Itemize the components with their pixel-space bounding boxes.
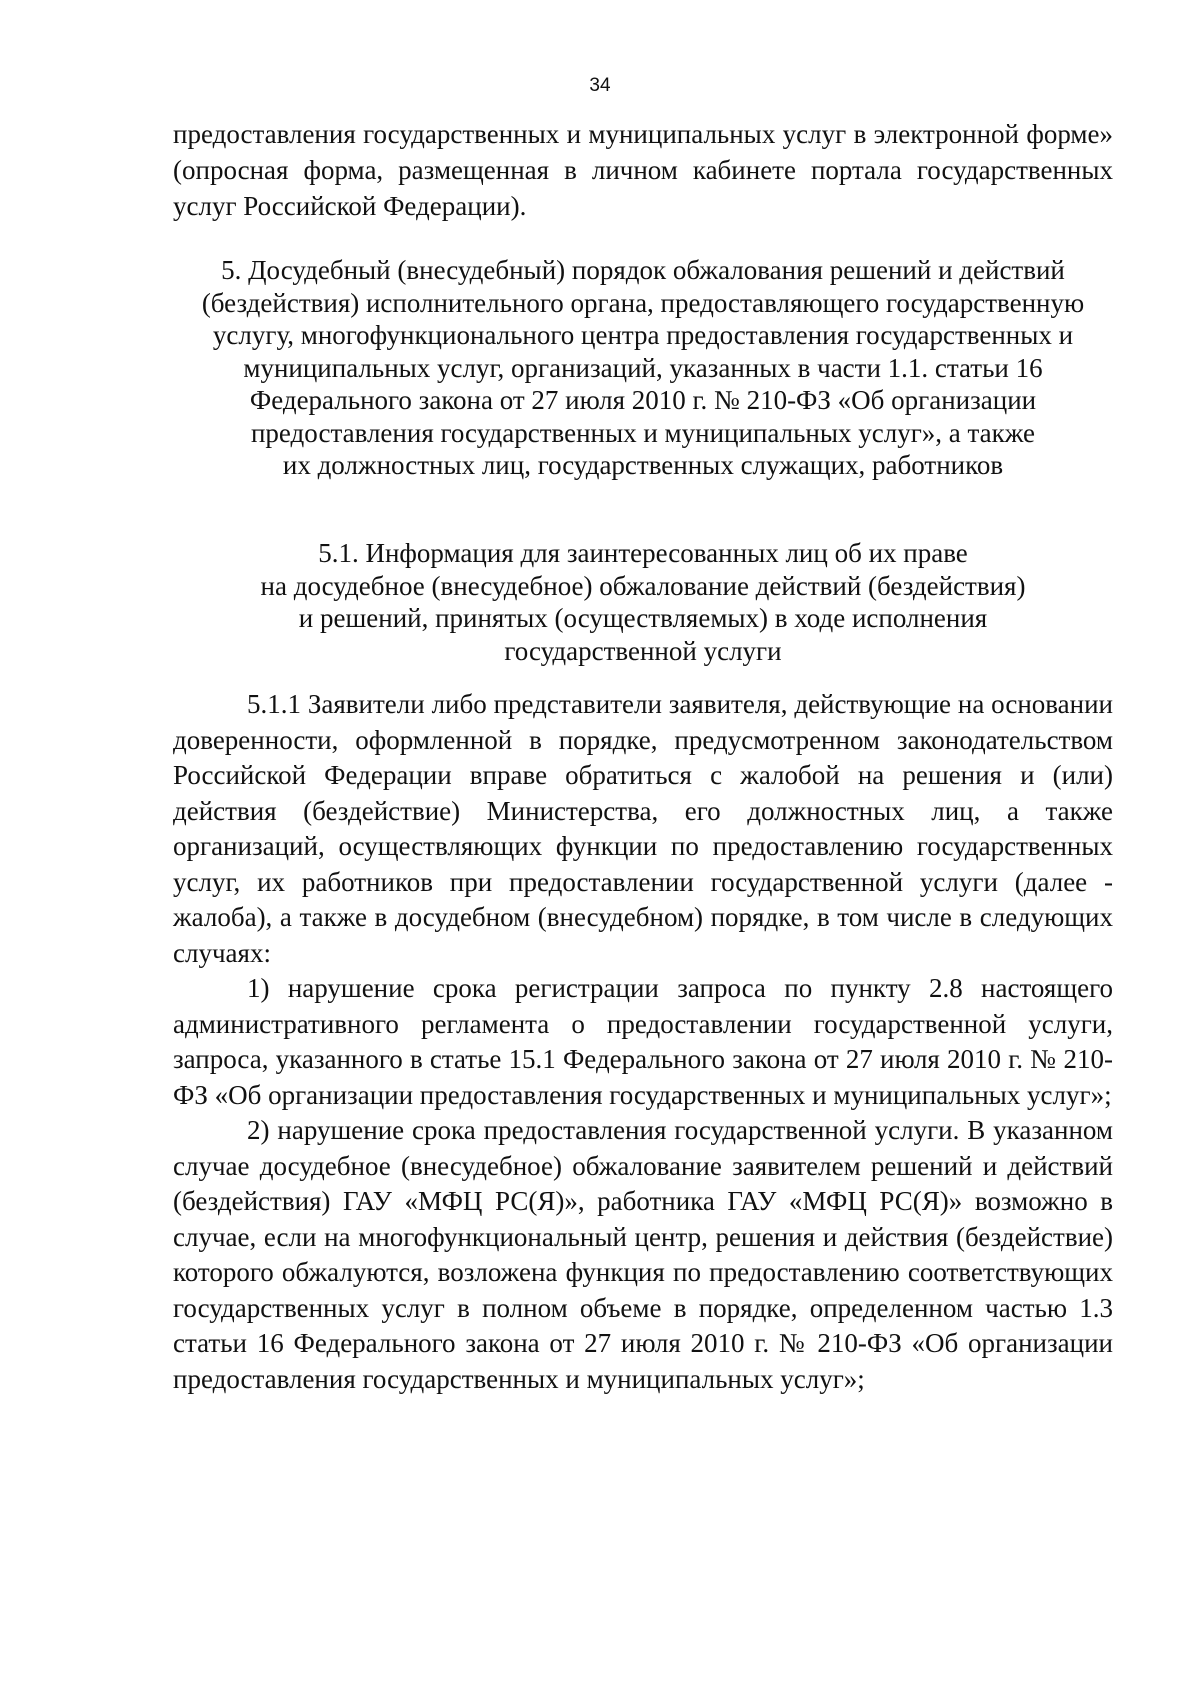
paragraph-item-2: 2) нарушение срока предоставления государственной услуги. В указанном случае досудебное (внесудебное) обжалование заявителем решений и действий (бездействия) ГАУ «МФЦ РС(Я)», работника ГАУ «МФЦ РС(Я)» возможно в случае, если на многофункциональный центр, решения и действия (бездействие) которого обжалуются, возложена функция по предоставлению соответствующих государственных услуг в полном объеме в порядке, определенном частью 1.3 статьи 16 Федерального закона от 27 июля 2010 г. № 210-ФЗ «Об организации предоставления государственных и муниципальных услуг»; bbox=[173, 1115, 1113, 1394]
paragraph-item-1: 1) нарушение срока регистрации запроса по пункту 2.8 настоящего административного регламента о предоставлении государственной услуги, запроса, указанного в статье 15.1 Федерального закона от 27 июля 2010 г. № 210-ФЗ «Об организации предоставления государственных и муниципальных услуг»; bbox=[173, 973, 1113, 1110]
page-number: 34 bbox=[589, 75, 611, 96]
top-paragraph-line: государственных услуг Российской Федерации). bbox=[173, 155, 1114, 221]
section-5-heading-line: услугу, многофункционального центра предоставления государственных и bbox=[212, 320, 1074, 350]
section-5-1-heading-line: 5.1. Информация для заинтересованных лиц об их праве bbox=[318, 538, 968, 568]
section-5-1-heading-line: и решений, принятых (осуществляемых) в ходе исполнения bbox=[298, 603, 988, 633]
section-5-heading-line: (бездействия) исполнительного органа, предоставляющего государственную bbox=[201, 287, 1085, 318]
top-paragraph-line: предоставления государственных и муниципальных услуг в электронной bbox=[173, 119, 1019, 149]
section-5-heading-line: их должностных лиц, государственных служащих, работников bbox=[282, 450, 1004, 480]
paragraph-5-1-1: 5.1.1 Заявители либо представители заявителя, действующие на основании доверенности, оформленной в порядке, предусмотренном законодательством Российской Федерации вправе обратиться с жалобой на решения и (или) действия (бездействие) Министерства, его должностных лиц, а также организаций, осуществляющих функции по предоставлению государственных услуг, их работников при предоставлении государственной услуги (далее - жалоба), а также в досудебном (внесудебном) порядке, в том числе в следующих случаях: bbox=[173, 689, 1113, 968]
section-5-heading bbox=[173, 254, 1113, 482]
main-body bbox=[173, 687, 1113, 1397]
top-paragraph-line: форме» (опросная форма, размещенная в личном кабинете портала bbox=[173, 119, 1113, 185]
section-5-1-heading-line: государственной услуги bbox=[504, 635, 782, 666]
section-5-heading-line: муниципальных услуг, организаций, указанных в части 1.1. статьи 16 bbox=[243, 352, 1043, 383]
section-5-heading-line: предоставления государственных и муниципальных услуг», а также bbox=[250, 417, 1036, 448]
section-5-heading-line: Федерального закона от 27 июля 2010 г. № 210-ФЗ «Об организации bbox=[249, 385, 1037, 415]
section-5-1-heading bbox=[173, 537, 1113, 667]
top-paragraph bbox=[173, 116, 1113, 224]
section-5-1-heading-line: на досудебное (внесудебное) обжалование действий (бездействия) bbox=[260, 570, 1026, 601]
top-paragraph-text bbox=[173, 116, 1113, 224]
section-5-heading-line: 5. Досудебный (внесудебный) порядок обжалования решений и действий bbox=[221, 255, 1065, 285]
